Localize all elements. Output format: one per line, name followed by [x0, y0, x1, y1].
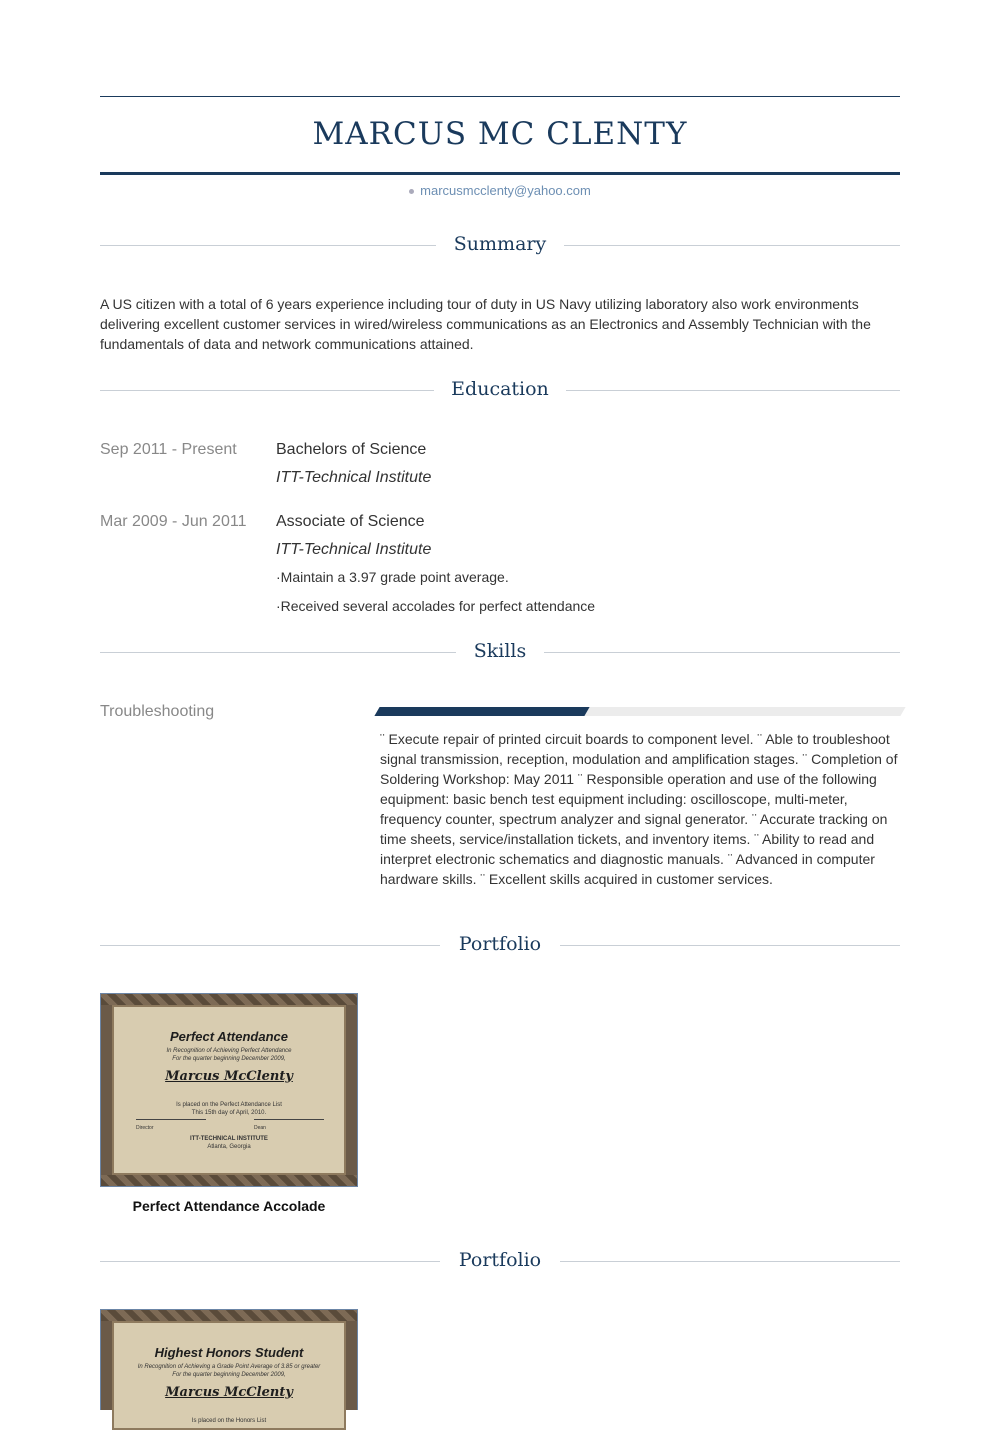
- skills-title: Skills: [473, 640, 527, 662]
- skill-level-bar: [374, 707, 905, 716]
- portfolio-caption: Perfect Attendance Accolade: [132, 1198, 326, 1214]
- signature-line: [136, 1119, 206, 1120]
- email-link[interactable]: marcusmcclenty@yahoo.com: [420, 183, 591, 198]
- certificate-heading: Highest Honors Student: [154, 1345, 304, 1360]
- skills-heading: [100, 637, 900, 667]
- education-dates: Mar 2009 - Jun 2011: [100, 513, 247, 530]
- signature-label: Director: [136, 1125, 154, 1131]
- education-title: Education: [451, 378, 549, 400]
- top-divider: [100, 96, 900, 97]
- education-bullet: ·Received several accolades for perfect attendance: [276, 598, 596, 614]
- signature-line: [254, 1119, 324, 1120]
- certificate-text: Is placed on the Perfect Attendance List This 15th day of April, 2010.: [176, 1102, 282, 1116]
- certificate-subtitle: In Recognition of Achieving Perfect Attendance For the quarter beginning December 2009,: [166, 1048, 292, 1062]
- certificate-image[interactable]: [100, 1309, 358, 1424]
- certificate-recipient: Marcus McClenty: [165, 1385, 293, 1400]
- skill-name: Troubleshooting: [100, 703, 215, 720]
- certificate-image[interactable]: [100, 993, 358, 1187]
- bullet-icon: [409, 189, 414, 194]
- portfolio-heading: [100, 930, 900, 960]
- education-bullet: ·Maintain a 3.97 grade point average.: [276, 569, 509, 585]
- portfolio-title: Portfolio: [458, 933, 542, 955]
- portfolio-heading: [100, 1246, 900, 1276]
- education-dates: Sep 2011 - Present: [100, 441, 237, 458]
- candidate-name: MARCUS MC CLENTY: [312, 116, 688, 152]
- name-divider: [100, 172, 900, 175]
- education-degree: Associate of Science: [276, 513, 425, 530]
- summary-text: A US citizen with a total of 6 years experience including tour of duty in US Navy utilizing laboratory also work environments delivering excellent customer services in wired/wireless communications as an Electronics and Assembly Technician with the fundamentals of data and network communications attained.: [100, 296, 871, 352]
- education-school: ITT-Technical Institute: [276, 541, 432, 558]
- education-school: ITT-Technical Institute: [276, 469, 432, 486]
- certificate-text: Is placed on the Honors List: [191, 1418, 267, 1424]
- certificate-institute: ITT-TECHNICAL INSTITUTE Atlanta, Georgia: [190, 1136, 268, 1150]
- contact-line: [100, 182, 900, 200]
- education-degree: Bachelors of Science: [276, 441, 427, 458]
- skill-level-fill: [374, 707, 590, 716]
- certificate-heading: Perfect Attendance: [170, 1029, 288, 1044]
- signature-label: Dean: [254, 1125, 266, 1131]
- summary-title: Summary: [453, 233, 547, 255]
- summary-heading: [100, 230, 900, 260]
- skill-description: ¨ Execute repair of printed circuit boards to component level. ¨ Able to troubleshoot signal transmission, reception, modulation and amplification stages. ¨ Completion of Soldering Workshop: May 2011 ¨ Responsible operation and use of the following equipment: basic bench test equipment including: oscilloscope, multi-meter, frequency counter, spectrum analyzer and signal generator. ¨ Accurate tracking on time sheets, service/installation tickets, and inventory items. ¨ Ability to read and interpret electronic schematics and diagnostic manuals. ¨ Advanced in computer hardware skills. ¨ Excellent skills acquired in customer services.: [380, 731, 898, 887]
- portfolio-title: Portfolio: [458, 1249, 542, 1271]
- certificate-subtitle: In Recognition of Achieving a Grade Point Average of 3.85 or greater For the quarter beginning December 2009,: [137, 1364, 321, 1378]
- certificate-recipient: Marcus McClenty: [165, 1069, 293, 1084]
- education-heading: [100, 375, 900, 405]
